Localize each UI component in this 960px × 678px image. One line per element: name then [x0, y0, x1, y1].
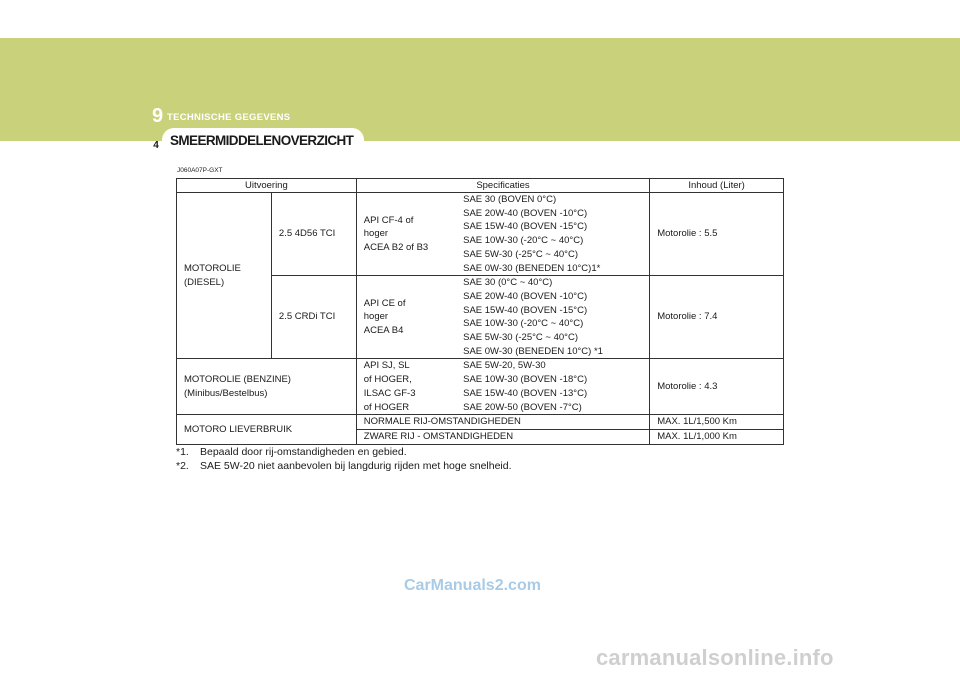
watermark-secondary: carmanualsonline.info	[596, 645, 834, 670]
condition-cell: NORMALE RIJ-OMSTANDIGHEDEN	[356, 415, 649, 430]
consumption-label: MOTORO LIEVERBRUIK	[177, 415, 357, 444]
table-row	[177, 359, 784, 415]
sae-cell: SAE 30 (0°C ~ 40°C) SAE 20W-40 (BOVEN -10°C) SAE 15W-40 (BOVEN -15°C) SAE 10W-30 (-20°C ~ 40°C) SAE 5W-30 (-25°C ~ 40°C) SAE 0W-30 (BENEDEN 10°C) *1	[456, 276, 650, 359]
column-header: Specificaties	[356, 179, 649, 193]
footnote	[176, 460, 512, 474]
table-row	[177, 415, 784, 430]
page-number: 4	[153, 140, 159, 151]
chapter-title: TECHNISCHE GEGEVENS	[167, 112, 291, 123]
capacity-cell: Motorolie : 7.4	[650, 276, 784, 359]
grade-cell: API CF-4 of hoger ACEA B2 of B3	[356, 193, 456, 276]
grade-cell: API SJ, SL of HOGER, ILSAC GF-3 of HOGER	[356, 359, 456, 415]
footnote-mark: *2.	[176, 459, 189, 472]
footnotes	[176, 446, 512, 473]
diesel-label: MOTOROLIE (DIESEL)	[177, 193, 272, 359]
sae-cell: SAE 30 (BOVEN 0°C) SAE 20W-40 (BOVEN -10°C) SAE 15W-40 (BOVEN -15°C) SAE 10W-30 (-20°C ~ 40°C) SAE 5W-30 (-25°C ~ 40°C) SAE 0W-30 (BENEDEN 10°C)1*	[456, 193, 650, 276]
footnote-mark: *1.	[176, 446, 189, 458]
watermark-primary: CarManuals2.com	[404, 577, 541, 594]
sae-cell: SAE 5W-20, 5W-30 SAE 10W-30 (BOVEN -18°C) SAE 15W-40 (BOVEN -13°C) SAE 20W-50 (BOVEN -7°C)	[456, 359, 650, 415]
capacity-cell: Motorolie : 4.3	[650, 359, 784, 415]
reference-code: J060A07P-GXT	[177, 167, 223, 174]
column-header: Inhoud (Liter)	[650, 179, 784, 193]
column-header: Uitvoering	[177, 179, 357, 193]
chapter-number: 9	[152, 105, 164, 127]
table-header-row	[177, 179, 784, 193]
petrol-label: MOTOROLIE (BENZINE) (Minibus/Bestelbus)	[177, 359, 357, 415]
table-row	[177, 193, 784, 276]
header-band	[0, 38, 960, 141]
lubricant-table	[176, 178, 784, 445]
section-title: SMEERMIDDELENOVERZICHT	[170, 133, 354, 148]
footnote-text: Bepaald door rij-omstandigheden en gebied.	[200, 446, 407, 458]
variant-cell: 2.5 4D56 TCI	[271, 193, 356, 276]
grade-cell: API CE of hoger ACEA B4	[356, 276, 456, 359]
variant-cell: 2.5 CRDi TCI	[271, 276, 356, 359]
capacity-cell: Motorolie : 5.5	[650, 193, 784, 276]
consumption-value: MAX. 1L/1,500 Km	[650, 415, 784, 430]
consumption-value: MAX. 1L/1,000 Km	[650, 429, 784, 444]
footnote-text: SAE 5W-20 niet aanbevolen bij langdurig rijden met hoge snelheid.	[200, 459, 512, 472]
condition-cell: ZWARE RIJ - OMSTANDIGHEDEN	[356, 429, 649, 444]
footnote	[176, 446, 512, 460]
